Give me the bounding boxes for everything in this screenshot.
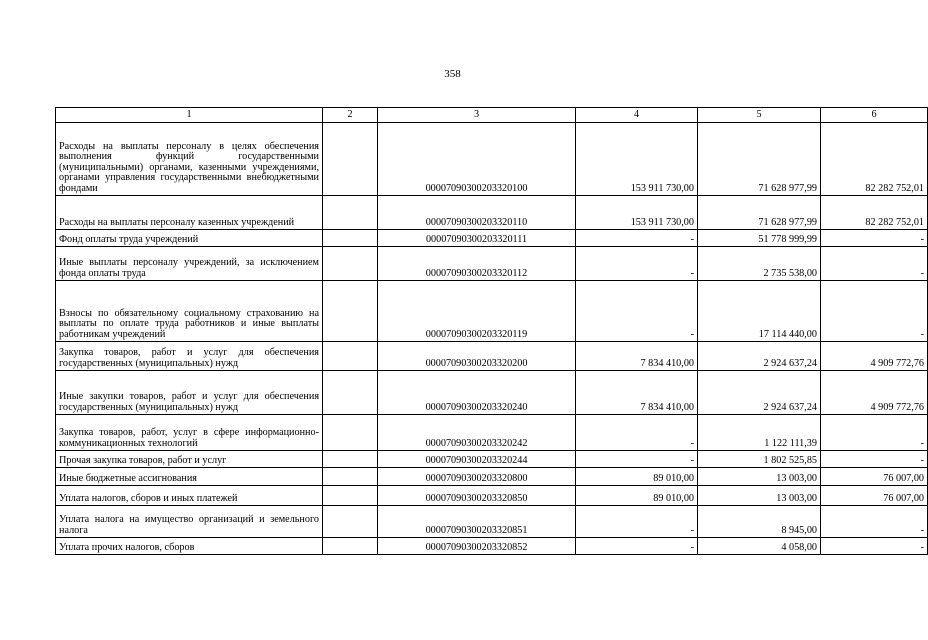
row-value-4: - xyxy=(576,451,698,468)
row-col2 xyxy=(323,342,378,371)
table-row xyxy=(56,468,928,486)
row-value-6: - xyxy=(821,451,928,468)
row-col2 xyxy=(323,506,378,538)
row-value-5: 51 778 999,99 xyxy=(698,230,821,247)
row-code: 00007090300203320110 xyxy=(378,196,576,230)
row-value-5: 2 924 637,24 xyxy=(698,342,821,371)
column-header-2: 2 xyxy=(323,108,378,123)
row-col2 xyxy=(323,230,378,247)
row-value-6: - xyxy=(821,281,928,342)
row-col2 xyxy=(323,123,378,196)
row-col2 xyxy=(323,196,378,230)
row-value-4: - xyxy=(576,506,698,538)
row-value-6: - xyxy=(821,247,928,281)
row-value-6: 76 007,00 xyxy=(821,486,928,506)
row-name: Закупка товаров, работ, услуг в сфере информационно-коммуникационных технологий xyxy=(56,415,323,451)
row-name: Иные выплаты персоналу учреждений, за исключением фонда оплаты труда xyxy=(56,247,323,281)
table-row xyxy=(56,506,928,538)
row-value-4: - xyxy=(576,230,698,247)
table-row xyxy=(56,247,928,281)
page-number: 358 xyxy=(444,68,461,80)
table-header-row xyxy=(56,108,928,123)
column-header-6: 6 xyxy=(821,108,928,123)
table-row xyxy=(56,342,928,371)
column-header-3: 3 xyxy=(378,108,576,123)
table-row xyxy=(56,486,928,506)
row-code: 00007090300203320112 xyxy=(378,247,576,281)
row-name: Расходы на выплаты персоналу в целях обеспечения выполнения функций государственными (муниципальными) органами, казенными учреждениями, органами управления государственными внебюджетными фондами xyxy=(56,123,323,196)
row-code: 00007090300203320200 xyxy=(378,342,576,371)
column-header-5: 5 xyxy=(698,108,821,123)
row-name: Уплата прочих налогов, сборов xyxy=(56,538,323,555)
table-row xyxy=(56,538,928,555)
row-value-6: 4 909 772,76 xyxy=(821,342,928,371)
row-col2 xyxy=(323,371,378,415)
row-name: Иные бюджетные ассигнования xyxy=(56,468,323,486)
table-row xyxy=(56,281,928,342)
table-row xyxy=(56,230,928,247)
row-name: Иные закупки товаров, работ и услуг для обеспечения государственных (муниципальных) нужд xyxy=(56,371,323,415)
row-name: Закупка товаров, работ и услуг для обеспечения государственных (муниципальных) нужд xyxy=(56,342,323,371)
row-col2 xyxy=(323,415,378,451)
row-value-4: 89 010,00 xyxy=(576,486,698,506)
row-value-5: 8 945,00 xyxy=(698,506,821,538)
table-row xyxy=(56,196,928,230)
row-value-5: 2 735 538,00 xyxy=(698,247,821,281)
row-name: Прочая закупка товаров, работ и услуг xyxy=(56,451,323,468)
row-value-6: - xyxy=(821,230,928,247)
row-value-6: 82 282 752,01 xyxy=(821,196,928,230)
row-value-5: 13 003,00 xyxy=(698,486,821,506)
row-value-4: - xyxy=(576,247,698,281)
row-code: 00007090300203320244 xyxy=(378,451,576,468)
row-col2 xyxy=(323,538,378,555)
row-value-5: 4 058,00 xyxy=(698,538,821,555)
row-value-4: 153 911 730,00 xyxy=(576,196,698,230)
row-name: Уплата налога на имущество организаций и земельного налога xyxy=(56,506,323,538)
row-value-4: 89 010,00 xyxy=(576,468,698,486)
row-code: 00007090300203320240 xyxy=(378,371,576,415)
row-name: Взносы по обязательному социальному страхованию на выплаты по оплате труда работников и иные выплаты работникам учреждений xyxy=(56,281,323,342)
row-name: Расходы на выплаты персоналу казенных учреждений xyxy=(56,196,323,230)
row-col2 xyxy=(323,247,378,281)
row-value-4: 153 911 730,00 xyxy=(576,123,698,196)
row-value-5: 71 628 977,99 xyxy=(698,123,821,196)
row-code: 00007090300203320851 xyxy=(378,506,576,538)
row-value-5: 13 003,00 xyxy=(698,468,821,486)
row-code: 00007090300203320119 xyxy=(378,281,576,342)
row-value-5: 71 628 977,99 xyxy=(698,196,821,230)
table-row xyxy=(56,371,928,415)
row-name: Фонд оплаты труда учреждений xyxy=(56,230,323,247)
row-name: Уплата налогов, сборов и иных платежей xyxy=(56,486,323,506)
row-code: 00007090300203320242 xyxy=(378,415,576,451)
row-value-6: - xyxy=(821,506,928,538)
budget-table xyxy=(55,107,928,555)
row-code: 00007090300203320100 xyxy=(378,123,576,196)
row-value-4: - xyxy=(576,415,698,451)
column-header-4: 4 xyxy=(576,108,698,123)
row-code: 00007090300203320800 xyxy=(378,468,576,486)
row-value-4: - xyxy=(576,281,698,342)
row-code: 00007090300203320852 xyxy=(378,538,576,555)
row-value-6: - xyxy=(821,538,928,555)
row-value-5: 1 122 111,39 xyxy=(698,415,821,451)
table-row xyxy=(56,451,928,468)
table-row xyxy=(56,415,928,451)
row-value-4: - xyxy=(576,538,698,555)
row-col2 xyxy=(323,281,378,342)
row-value-5: 17 114 440,00 xyxy=(698,281,821,342)
row-code: 00007090300203320850 xyxy=(378,486,576,506)
row-code: 00007090300203320111 xyxy=(378,230,576,247)
row-col2 xyxy=(323,451,378,468)
column-header-1: 1 xyxy=(56,108,323,123)
row-value-4: 7 834 410,00 xyxy=(576,371,698,415)
row-value-6: 76 007,00 xyxy=(821,468,928,486)
row-col2 xyxy=(323,486,378,506)
row-value-6: - xyxy=(821,415,928,451)
table-row xyxy=(56,123,928,196)
row-value-4: 7 834 410,00 xyxy=(576,342,698,371)
row-value-5: 1 802 525,85 xyxy=(698,451,821,468)
row-value-6: 4 909 772,76 xyxy=(821,371,928,415)
row-value-6: 82 282 752,01 xyxy=(821,123,928,196)
row-value-5: 2 924 637,24 xyxy=(698,371,821,415)
row-col2 xyxy=(323,468,378,486)
